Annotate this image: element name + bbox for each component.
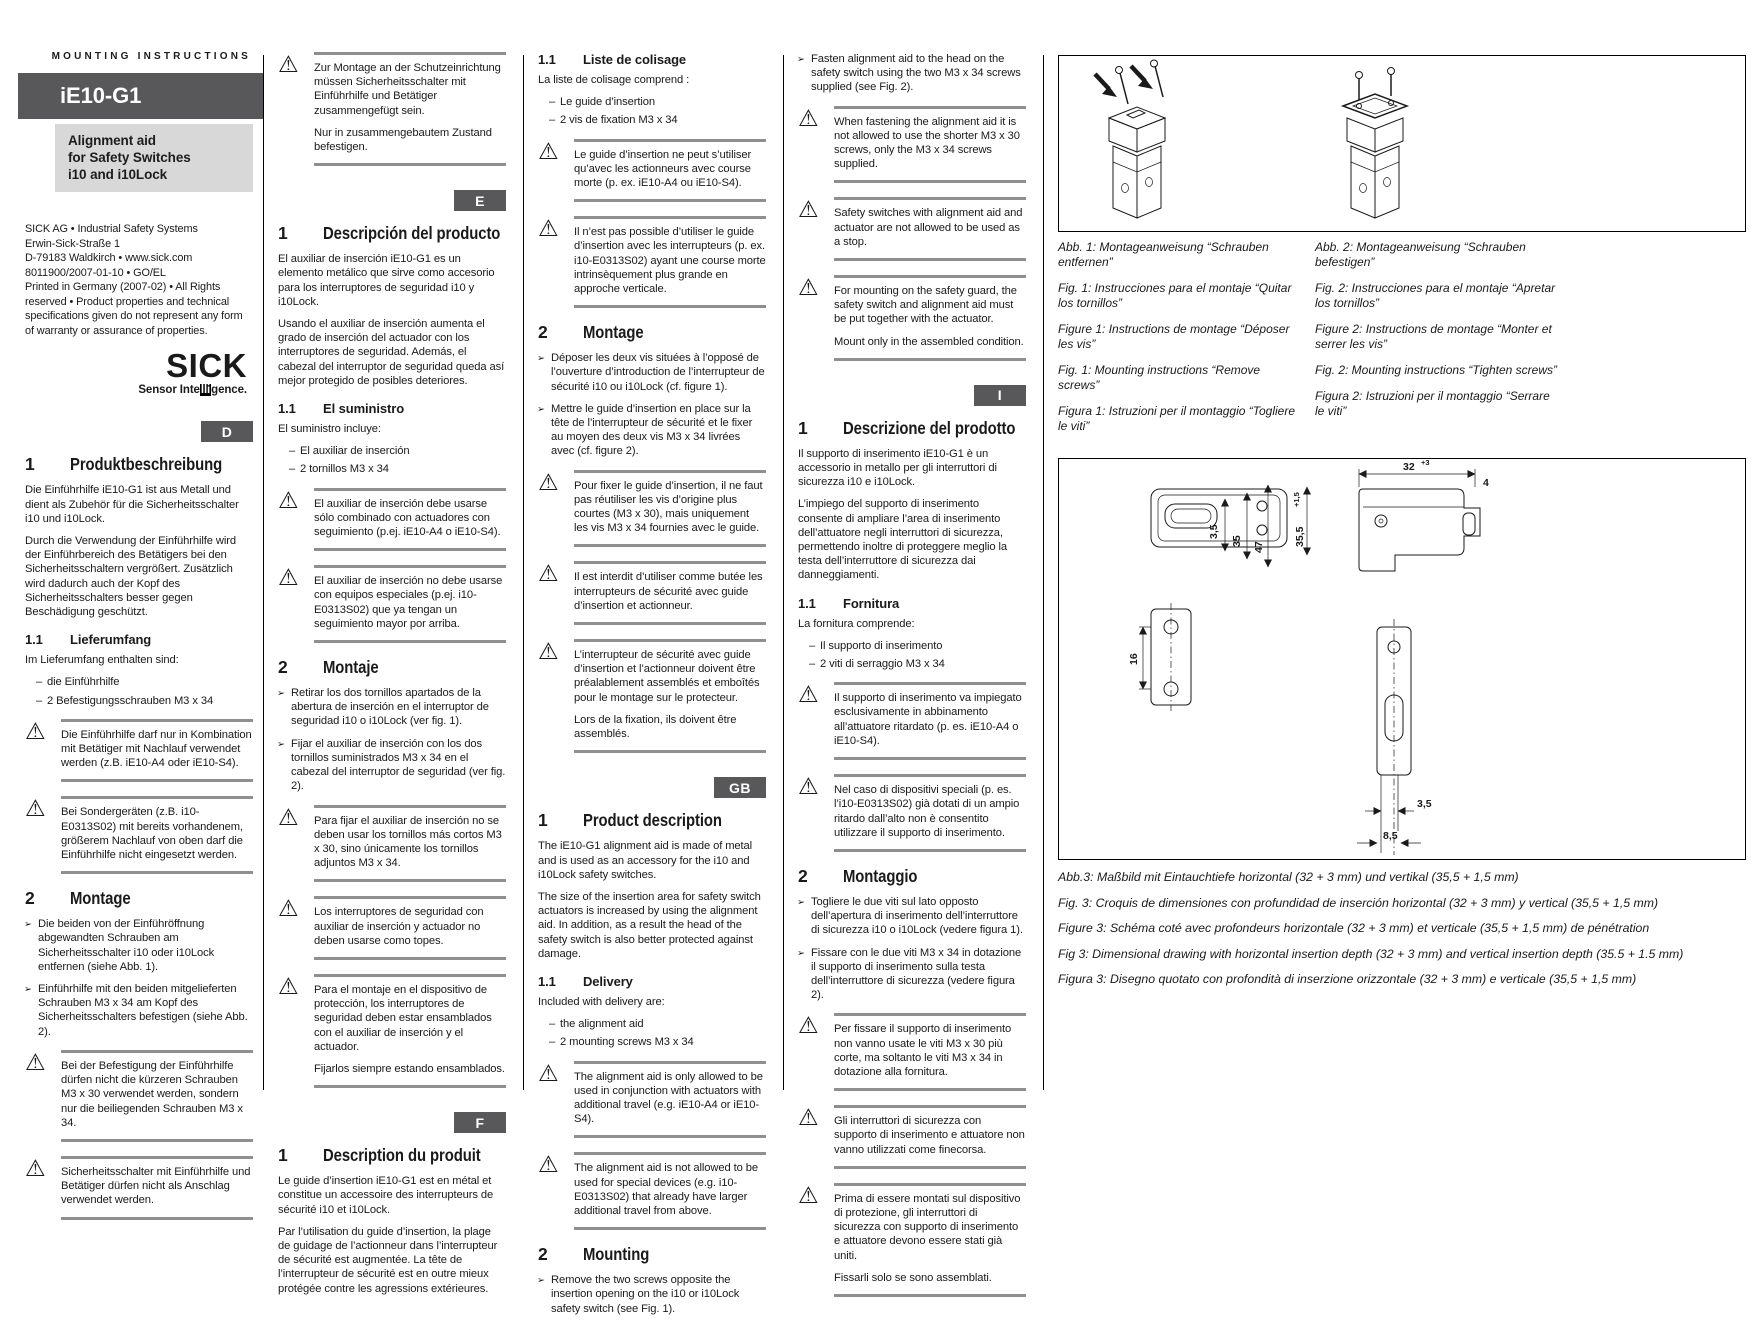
figure-caption: Fig. 1: Instrucciones para el montaje “Quitar los tornillos” — [1058, 281, 1292, 310]
section-heading — [278, 1145, 506, 1165]
warning-text: Fijarlos siempre estando ensamblados. — [314, 1062, 505, 1075]
screw-hole — [1357, 104, 1362, 109]
publisher-line: D-79183 Waldkirch • www.sick.com — [25, 252, 193, 265]
warning-triangle-icon — [798, 1013, 834, 1091]
direction-arrow-icon — [1131, 66, 1145, 81]
column-2 — [278, 50, 506, 1304]
paragraph: Il supporto di inserimento iE10-G1 è un accessorio in metallo per gli interruttori di sicurezza i10 e i10Lock. — [798, 447, 997, 489]
warning-triangle-icon — [25, 1156, 61, 1220]
sick-wordmark: SICK — [166, 347, 247, 385]
screw-head-icon — [1356, 72, 1363, 79]
language-badge-it: I — [974, 385, 1026, 406]
warning-triangle-icon — [538, 470, 574, 548]
warning-triangle-icon — [25, 719, 61, 783]
column-divider — [783, 55, 784, 1090]
mounting-step: ➢ Togliere le due viti sul lato opposto dell’apertura di inserimento dell’interruttore di sicurezza i10 o i10Lock (vedere figura 1). — [798, 895, 1026, 938]
switch-body — [1351, 146, 1375, 218]
mounting-step: ➢ Fasten alignment aid to the head on the safety switch using the two M3 x 34 screws supplied (see Fig. 2). — [798, 52, 1026, 95]
mounting-step: ➢ Einführhilfe mit den beiden mitgelieferten Schrauben M3 x 34 am Kopf des Sicherheitsschalters befestigen (siehe Abb. 2). — [25, 982, 253, 1039]
warning-triangle-icon — [798, 197, 834, 261]
warning-note — [538, 1061, 766, 1139]
list-item: – 2 vis de fixation M3 x 34 — [538, 113, 766, 127]
sick-tagline — [25, 383, 247, 397]
figure-1-2-box — [1058, 55, 1746, 232]
warning-triangle-icon — [538, 639, 574, 753]
column-divider — [1043, 55, 1044, 1090]
list-item: – die Einführhilfe — [25, 675, 253, 689]
warning-text: Lors de la fixation, ils doivent être assemblés. — [574, 713, 737, 741]
figure-caption: Fig 3: Dimensional drawing with horizontal insertion depth (32 + 3 mm) and vertical insertion depth (35.5 + 1.5 mm) — [1058, 946, 1684, 961]
publisher-line: SICK AG • Industrial Safety Systems — [25, 223, 198, 236]
side-view — [1359, 489, 1480, 571]
direction-arrow-icon — [1138, 78, 1153, 89]
warning-note — [798, 682, 1026, 760]
product-subtitle-box — [55, 124, 253, 192]
warning-note — [798, 197, 1026, 261]
mounting-step: ➢ Die beiden von der Einführöffnung abgewandten Schrauben am Sicherheitsschalter i10 oder i10Lock entfernen (siehe Abb. 1). — [25, 917, 253, 974]
warning-text: When fastening the alignment aid it is not allowed to use the shorter M3 x 30 screws, only the M3 x 34 screws supplied. — [834, 115, 1020, 171]
paragraph: The size of the insertion area for safety switch actuators is increased by using the alignment aid. In addition, as a result the head of the safety switch is also better protected against damage. — [538, 890, 761, 960]
warning-note — [25, 1050, 253, 1142]
section-heading — [278, 657, 506, 677]
figure-caption: Figure 3: Schéma coté avec profondeurs horizontale (32 + 3 mm) et verticale (35,5 + 1,5 mm) de pénétration — [1058, 921, 1650, 935]
subtitle-line: Alignment aid — [68, 133, 156, 149]
paragraph: L’impiego del supporto di inserimento consente di ampliare l’area di inserimento dell’attuatore negli interruttori di sicurezza, permettendo inoltre di proteggere meglio la testa dell’interruttore di sicurezza dai danneggiamenti. — [798, 498, 1008, 582]
mounting-step: ➢ Mettre le guide d’insertion en place sur la tête de l’interrupteur de sécurité et le fixer au moyen des deux vis M3 x 34 livrées avec (cf. figure 2). — [538, 402, 766, 459]
warning-text: Nur in zusammengebautem Zustand befestigen. — [314, 126, 492, 154]
direction-arrow-icon — [1095, 74, 1109, 89]
warning-note — [278, 805, 506, 883]
tagline-text: Sensor Inte — [138, 384, 200, 397]
figure-caption: Abb. 2: Montageanweisung “Schrauben befestigen” — [1315, 240, 1526, 269]
section-heading — [25, 454, 253, 474]
warning-triangle-icon — [798, 682, 834, 760]
warning-triangle-icon — [25, 1050, 61, 1142]
warning-text: Safety switches with alignment aid and actuator are not allowed to be used as a stop. — [834, 207, 1023, 248]
warning-triangle-icon — [25, 796, 61, 874]
cable-entry — [1122, 184, 1129, 193]
dim-label-horizontal-tol: +3 — [1421, 459, 1430, 467]
subsection-heading — [538, 974, 766, 989]
warning-text: Il supporto di inserimento va impiegato esclusivamente in abbinamento all’attuatore ritardato (p. es. iE10-A4 o iE10-S4). — [834, 692, 1022, 747]
figure-3-box — [1058, 458, 1746, 860]
section-title: Descrizione del prodotto — [843, 417, 1016, 438]
figure-caption: Fig. 1: Mounting instructions “Remove screws” — [1058, 363, 1261, 392]
section-number: 2 — [538, 1244, 548, 1265]
warning-text: Los interruptores de seguridad con auxiliar de inserción y actuador no deben usarse como topes. — [314, 906, 484, 947]
list-item: – the alignment aid — [538, 1017, 766, 1031]
list-item: – 2 viti di serraggio M3 x 34 — [798, 657, 1026, 671]
mounting-step: ➢ Fissare con le due viti M3 x 34 in dotazione il supporto di inserimento sulla testa dell’interruttore di sicurezza (vedere figura 2). — [798, 946, 1026, 1003]
warning-triangle-icon — [538, 216, 574, 308]
warning-text: Pour fixer le guide d’insertion, il ne faut pas réutiliser les vis d’origine plus courtes (M3 x 30), mais uniquement les vis M3 x 34 fournies avec le guide. — [574, 479, 763, 535]
warning-text: Gli interruttori di sicurezza con supporto di inserimento e attuatore non vanno utilizzati come finecorsa. — [834, 1115, 1025, 1156]
sick-logo — [25, 347, 253, 397]
vertical-depth-dimension — [1292, 487, 1307, 555]
screw-icon — [1120, 73, 1128, 104]
warning-note — [538, 639, 766, 753]
paragraph: Durch die Verwendung der Einführhilfe wird der Einführbereich des Betätigers bei den Sicherheitsschaltern vergrößert. Zusätzlich wird dadurch auch der Kopf des Sicherheitsschalters besser gegen Beschädigung geschützt. — [25, 535, 236, 619]
warning-note — [538, 216, 766, 308]
list-item: – Il supporto di inserimento — [798, 639, 1026, 653]
warning-note — [278, 52, 506, 166]
list-intro: La liste de colisage comprend : — [538, 74, 690, 86]
figure-1-2-drawing — [1059, 56, 1745, 231]
warning-triangle-icon — [278, 805, 314, 883]
subsection-heading — [25, 632, 253, 647]
section-number: 1.1 — [798, 595, 816, 611]
dim-label-8-5: 8,5 — [1383, 830, 1398, 842]
warning-triangle-icon — [278, 565, 314, 643]
subsection-heading — [798, 596, 1026, 611]
section-title: Product description — [583, 810, 722, 831]
warning-triangle-icon — [278, 896, 314, 960]
warning-text: Sicherheitsschalter mit Einführhilfe und Betätiger dürfen nicht als Anschlag verwendet werden. — [61, 1165, 251, 1207]
language-badge-fr: F — [454, 1112, 506, 1133]
cable-entry — [1384, 178, 1391, 187]
warning-triangle-icon — [278, 974, 314, 1088]
section-title: Montage — [70, 888, 131, 909]
subsection-heading — [538, 52, 766, 67]
dim-label-4: 4 — [1483, 477, 1489, 489]
section-number: 2 — [278, 657, 288, 678]
figure-caption: Figure 1: Instructions de montage “Déposer les vis” — [1058, 322, 1290, 351]
section-number: 1.1 — [538, 973, 556, 989]
screw-head-icon — [1388, 68, 1395, 75]
figure-1-remove-screws — [1095, 60, 1165, 218]
document-kicker: MOUNTING INSTRUCTIONS — [51, 51, 251, 62]
column-divider — [523, 55, 524, 1090]
warning-note — [538, 561, 766, 625]
figure-caption: Figura 2: Istruzioni per il montaggio “Serrare le viti” — [1315, 389, 1550, 418]
section-number: 1.1 — [278, 401, 296, 417]
warning-note — [798, 774, 1026, 852]
figure-2-captions — [1315, 240, 1560, 445]
section-title: Delivery — [583, 973, 633, 989]
warning-note — [278, 565, 506, 643]
column-divider — [263, 55, 264, 1090]
list-intro: El suministro incluye: — [278, 423, 381, 436]
list-intro: Included with delivery are: — [538, 995, 665, 1008]
warning-note — [278, 974, 506, 1088]
screw-head-icon — [1116, 67, 1123, 74]
screw-head-icon — [1151, 60, 1158, 67]
paragraph: Die Einführhilfe iE10-G1 ist aus Metall und dient als Zubehör für die Sicherheitsschalter i10 und i10Lock. — [25, 484, 239, 525]
section-heading — [798, 418, 1026, 438]
warning-text: Bei der Befestigung der Einführhilfe dürfen nicht die kürzeren Schrauben M3 x 30 verwendet werden, sondern nur die beiliegenden Schrauben M3 x 34. — [61, 1059, 243, 1129]
figure-area — [1058, 55, 1746, 988]
warning-text: Il est interdit d’utiliser comme butée les interrupteurs de sécurité avec guide d’insertion et actionneur. — [574, 571, 763, 612]
screw-hole — [1257, 501, 1267, 511]
figure-caption: Abb. 1: Montageanweisung “Schrauben entfernen” — [1058, 240, 1269, 269]
switch-body — [1113, 146, 1137, 218]
warning-text: Fissarli solo se sono assemblati. — [834, 1271, 992, 1284]
publisher-line: Erwin-Sick-Straße 1 — [25, 237, 120, 250]
warning-text: Mount only in the assembled condition. — [834, 335, 1024, 348]
warning-text: For mounting on the safety guard, the safety switch and alignment aid must be put together with the actuator. — [834, 285, 1017, 326]
warning-note — [538, 1152, 766, 1230]
figure-caption: Abb.3: Maßbild mit Eintauchtiefe horizontal (32 + 3 mm) und vertikal (35,5 + 1,5 mm) — [1058, 870, 1519, 884]
warning-triangle-icon — [538, 1061, 574, 1139]
figure-caption: Figura 1: Istruzioni per il montaggio “Togliere le viti” — [1058, 404, 1296, 433]
paragraph: El auxiliar de inserción iE10-G1 es un elemento metálico que sirve como accesorio para los interruptores de seguridad i10 y i10Lock. — [278, 253, 495, 308]
column-1 — [25, 50, 253, 1234]
section-number: 1.1 — [25, 632, 43, 648]
section-heading — [25, 888, 253, 908]
section-heading — [798, 866, 1026, 886]
publisher-line: 8011900/2007-01-10 • GO/EL — [25, 266, 166, 279]
warning-text: Die Einführhilfe darf nur in Kombination mit Betätiger mit Nachlauf verwendet werden (z.B. iE10-A4 oder iE10-S4). — [61, 728, 252, 770]
warning-triangle-icon — [278, 488, 314, 552]
section-number: 1 — [538, 810, 548, 831]
dim-label-3-5b: 3,5 — [1417, 798, 1432, 810]
section-number: 2 — [25, 888, 35, 909]
publisher-line: Printed in Germany (2007-02) • All Rights reserved • Product properties and technical specifications given do not represent any form of warranty or assurance of properties. — [25, 281, 243, 337]
switch-slot — [1127, 110, 1145, 118]
dim-label-47: 47 — [1253, 541, 1265, 553]
warning-text: Para fijar el auxiliar de inserción no se deben usar los tornillos más cortos M3 x 30, sino únicamente los tornillos adjuntos M3 x 34. — [314, 814, 502, 870]
warning-triangle-icon — [538, 561, 574, 625]
figure-caption: Figura 3: Disegno quotato con profondità di inserzione orizzontale (32 + 3 mm) e verticale (35,5 + 1,5 mm) — [1058, 972, 1637, 986]
language-badge-de: D — [201, 421, 253, 442]
warning-note — [25, 1156, 253, 1220]
warning-text: The alignment aid is only allowed to be used in conjunction with actuators with additional travel (e.g. iE10-A4 or iE10-S4). — [574, 1070, 763, 1126]
section-title: Montaggio — [843, 865, 918, 886]
figure-captions — [1058, 240, 1746, 445]
warning-text: Nel caso di dispositivi speciali (p. es. l’i10-E0313S02) già dotati di un ampio ritardo dall’alto non è consentito utilizzare il supporto di inserimento. — [834, 784, 1020, 839]
language-badge-es: E — [454, 190, 506, 211]
warning-note — [278, 896, 506, 960]
column-3 — [538, 50, 766, 1324]
insertion-slot — [1463, 513, 1475, 535]
dim-label-vertical-tol: +1,5 — [1292, 492, 1301, 507]
subtitle-line: for Safety Switches — [68, 150, 191, 166]
warning-triangle-icon — [798, 774, 834, 852]
section-number: 1 — [278, 223, 288, 244]
section-number: 1 — [278, 1145, 288, 1166]
section-heading — [538, 322, 766, 342]
figure-caption: Fig. 2: Mounting instructions “Tighten screws” — [1315, 363, 1557, 377]
section-title: Produktbeschreibung — [70, 454, 223, 475]
section-title: Descripción del producto — [323, 223, 501, 244]
warning-note — [25, 796, 253, 874]
paragraph: The iE10-G1 alignment aid is made of metal and is used as an accessory for the i10 and i10Lock safety switches. — [538, 840, 753, 881]
warning-text: L’interrupteur de sécurité avec guide d’insertion et l’actionneur doivent être préalablement assemblés et emboîtés pour le montage sur le protecteur. — [574, 649, 760, 704]
section-number: 2 — [538, 322, 548, 343]
cable-entry — [1146, 178, 1153, 187]
dimension-drawing — [1059, 459, 1745, 859]
mounting-step: ➢ Remove the two screws opposite the insertion opening on the i10 or i10Lock safety switch (see Fig. 1). — [538, 1273, 766, 1316]
warning-note — [278, 488, 506, 552]
tagline-text: gence. — [211, 384, 247, 397]
dim-label-vertical: 35,5 — [1294, 526, 1306, 547]
warning-note — [798, 275, 1026, 361]
section-title: Montaje — [323, 657, 379, 678]
dim-label-35: 35 — [1231, 535, 1243, 547]
warning-note — [798, 106, 1026, 184]
list-item: – 2 tornillos M3 x 34 — [278, 462, 506, 476]
warning-text: El auxiliar de inserción no debe usarse con equipos especiales (p.ej. i10-E0313S02) que ya tengan un seguimiento mayor por arriba. — [314, 575, 503, 630]
dim-label-3-5: 3,5 — [1208, 524, 1220, 539]
warning-triangle-icon — [798, 106, 834, 184]
tagline-inverse-text: lli — [200, 384, 211, 397]
warning-note — [798, 1105, 1026, 1169]
direction-arrow-icon — [1102, 86, 1117, 97]
warning-text: Prima di essere montati sul dispositivo di protezione, gli interruttori di sicurezza con supporto di inserimento e attuatore devono essere stati già uniti. — [834, 1192, 1021, 1262]
warning-text: Bei Sondergeräten (z.B. i10-E0313S02) mit bereits vorhandenem, größerem Nachlauf von oben darf die Einführhilfe nicht eingesetzt werden. — [61, 806, 243, 862]
front-view — [1151, 485, 1287, 567]
product-title-box — [18, 73, 263, 119]
language-badge-gb: GB — [714, 777, 766, 798]
subsection-heading — [278, 401, 506, 416]
list-item: – 2 mounting screws M3 x 34 — [538, 1035, 766, 1049]
section-heading — [538, 1244, 766, 1264]
aid-side-view — [1357, 619, 1432, 855]
screw-icon — [1155, 66, 1163, 97]
warning-triangle-icon — [798, 275, 834, 361]
warning-text: Zur Montage an der Schutzeinrichtung müssen Sicherheitsschalter mit Einführhilfe und Betätiger zusammengefügt sein. — [314, 62, 501, 117]
section-title: Mounting — [583, 1244, 650, 1265]
dim-label-horizontal: 32 — [1403, 461, 1415, 473]
list-item: – Le guide d’insertion — [538, 95, 766, 109]
warning-triangle-icon — [538, 139, 574, 203]
list-item: – 2 Befestigungsschrauben M3 x 34 — [25, 694, 253, 708]
warning-note — [538, 470, 766, 548]
figure-1-captions — [1058, 240, 1303, 445]
dim-label-16: 16 — [1128, 653, 1140, 665]
switch-body — [1375, 146, 1399, 218]
section-title: Montage — [583, 322, 644, 343]
horizontal-depth-dimension — [1359, 459, 1489, 489]
figure-2-fasten-aid — [1343, 68, 1407, 219]
figure-caption: Fig. 2: Instrucciones para el montaje “Apretar los tornillos” — [1315, 281, 1556, 310]
section-heading — [278, 223, 506, 243]
product-title: iE10-G1 — [60, 83, 142, 109]
publisher-info — [25, 222, 253, 338]
subtitle-line: i10 and i10Lock — [68, 167, 168, 183]
warning-note — [798, 1013, 1026, 1091]
warning-note — [25, 719, 253, 783]
mounting-step: ➢ Retirar los dos tornillos apartados de la abertura de inserción en el interruptor de seguridad i10 o i10Lock (ver fig. 1). — [278, 686, 506, 729]
warning-triangle-icon — [538, 1152, 574, 1230]
screw-hole — [1375, 515, 1387, 527]
mounting-step: ➢ Déposer les deux vis situées à l’opposé de l’ouverture d’introduction de l’interrupteur de sécurité i10 ou i10Lock (cf. figure 1). — [538, 351, 766, 394]
warning-text: El auxiliar de inserción debe usarse sólo combinado con actuadores con seguimiento (p.ej. iE10-A4 o iE10-S4). — [314, 497, 501, 539]
warning-triangle-icon — [278, 52, 314, 166]
section-number: 1 — [798, 417, 808, 438]
list-item: – El auxiliar de inserción — [278, 444, 506, 458]
aid-front-view — [1128, 603, 1191, 711]
section-number: 2 — [798, 865, 808, 886]
list-intro: La fornitura comprende: — [798, 617, 915, 630]
warning-text: The alignment aid is not allowed to be used for special devices (e.g. i10-E0313S02) that already have larger additional travel from above. — [574, 1162, 759, 1217]
section-number: 1 — [25, 454, 35, 475]
paragraph: Par l’utilisation du guide d’insertion, la plage de guidage de l’actionneur dans l’interrupteur de sécurité est augmentée. La tête de l’interrupteur de sécurité est en outre mieux protégée contre les agressions extérieures. — [278, 1225, 498, 1295]
warning-text: Le guide d’insertion ne peut s’utiliser qu’avec les actionneurs avec course morte (p. ex. iE10-A4 ou iE10-S4). — [574, 148, 752, 190]
section-title: Liste de colisage — [583, 52, 687, 67]
section-number: 1.1 — [538, 52, 556, 67]
figure-caption: Figure 2: Instructions de montage “Monter et serrer les vis” — [1315, 322, 1552, 351]
section-title: Fornitura — [843, 595, 900, 611]
paragraph: Usando el auxiliar de inserción aumenta el grado de inserción del actuador con los interruptores de seguridad. Además, el cabezal del interruptor de seguridad queda así mejor protegido de posibles deteriores. — [278, 318, 505, 387]
cable-entry — [1360, 184, 1367, 193]
warning-text: Il n’est pas possible d’utiliser le guide d’insertion avec les interrupteurs (p. ex. i10-E0313S02) ayant une course morte intrinsèquement plus grande en approche verticale. — [574, 226, 766, 296]
figure-3-captions — [1058, 870, 1746, 988]
mounting-step: ➢ Fijar el auxiliar de inserción con los dos tornillos suministrados M3 x 34 en el cabezal del interruptor de seguridad (ver fig. 2). — [278, 737, 506, 794]
warning-text: Para el montaje en el dispositivo de protección, los interruptores de seguridad deben estar ensamblados con el auxiliar de inserción y el actuador. — [314, 983, 492, 1053]
screw-hole — [1257, 525, 1267, 535]
paragraph: Le guide d’insertion iE10-G1 est en métal et constitue un accessoire des interrupteurs de sécurité i10 et i10Lock. — [278, 1175, 494, 1216]
figure-caption: Fig. 3: Croquis de dimensiones con profundidad de inserción horizontal (32 + 3 mm) y vertical (35,5 + 1,5 mm) — [1058, 895, 1659, 910]
column-4 — [798, 50, 1026, 1311]
section-heading — [538, 810, 766, 830]
section-title: Description du produit — [323, 1145, 481, 1166]
switch-body — [1137, 146, 1161, 218]
warning-note — [538, 139, 766, 203]
warning-text: Per fissare il supporto di inserimento non vanno usate le viti M3 x 30 più corte, ma soltanto le viti M3 x 34 in dotazione alla fornitura. — [834, 1023, 1012, 1078]
warning-triangle-icon — [798, 1105, 834, 1169]
section-title: El suministro — [323, 401, 405, 417]
list-intro: Im Lieferumfang enthalten sind: — [25, 654, 179, 667]
section-title: Lieferumfang — [70, 632, 152, 648]
